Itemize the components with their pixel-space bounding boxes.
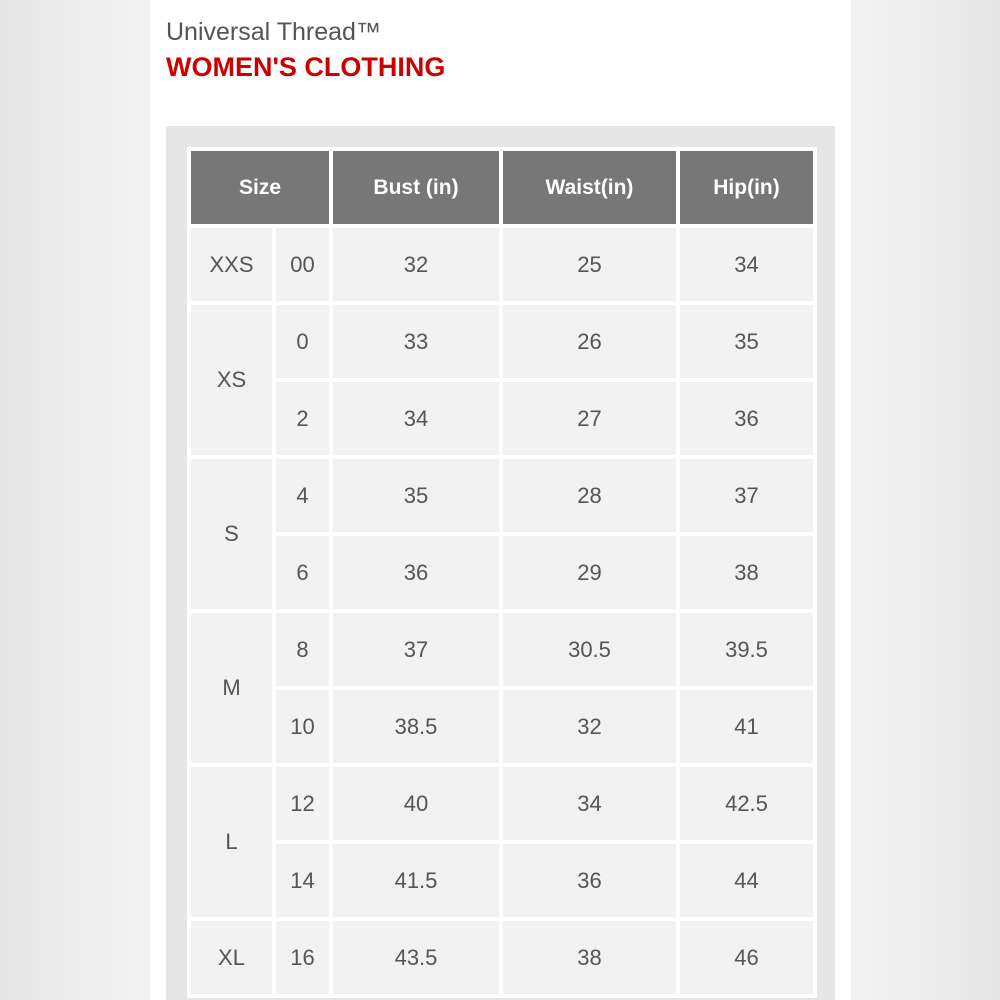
size-label: XL [191,921,272,994]
table-row [191,382,813,455]
table-header-row [191,151,813,224]
size-label: XS [191,305,272,455]
table-row [191,228,813,301]
waist-value: 29 [503,536,676,609]
table-row [191,921,813,994]
bust-value: 32 [333,228,499,301]
waist-value: 36 [503,844,676,917]
size-number: 00 [276,228,329,301]
waist-value: 25 [503,228,676,301]
waist-value: 28 [503,459,676,532]
size-label: S [191,459,272,609]
column-header-size: Size [191,151,329,224]
hip-value: 39.5 [680,613,813,686]
background-left [0,0,150,1000]
table-row [191,305,813,378]
hip-value: 41 [680,690,813,763]
table-row [191,690,813,763]
column-header-bust: Bust (in) [333,151,499,224]
size-number: 2 [276,382,329,455]
bust-value: 33 [333,305,499,378]
waist-value: 27 [503,382,676,455]
bust-value: 40 [333,767,499,840]
size-chart-table [187,147,817,998]
bust-value: 38.5 [333,690,499,763]
bust-value: 41.5 [333,844,499,917]
hip-value: 44 [680,844,813,917]
bust-value: 36 [333,536,499,609]
bust-value: 37 [333,613,499,686]
column-header-waist: Waist(in) [503,151,676,224]
size-chart-panel [166,126,835,1000]
hip-value: 46 [680,921,813,994]
waist-value: 32 [503,690,676,763]
table-row [191,844,813,917]
size-number: 4 [276,459,329,532]
size-number: 6 [276,536,329,609]
waist-value: 38 [503,921,676,994]
hip-value: 42.5 [680,767,813,840]
background-right [850,0,1000,1000]
column-header-hip: Hip(in) [680,151,813,224]
size-number: 12 [276,767,329,840]
hip-value: 36 [680,382,813,455]
hip-value: 34 [680,228,813,301]
brand-name: Universal Thread™ [166,18,381,46]
size-label: XXS [191,228,272,301]
waist-value: 26 [503,305,676,378]
size-chart-page [150,0,851,1000]
hip-value: 38 [680,536,813,609]
size-number: 16 [276,921,329,994]
table-row [191,767,813,840]
hip-value: 35 [680,305,813,378]
size-number: 0 [276,305,329,378]
waist-value: 34 [503,767,676,840]
size-number: 14 [276,844,329,917]
table-row [191,613,813,686]
table-row [191,536,813,609]
bust-value: 35 [333,459,499,532]
hip-value: 37 [680,459,813,532]
size-number: 8 [276,613,329,686]
waist-value: 30.5 [503,613,676,686]
table-row [191,459,813,532]
size-number: 10 [276,690,329,763]
size-label: M [191,613,272,763]
bust-value: 43.5 [333,921,499,994]
size-label: L [191,767,272,917]
bust-value: 34 [333,382,499,455]
category-title: WOMEN'S CLOTHING [166,52,446,82]
